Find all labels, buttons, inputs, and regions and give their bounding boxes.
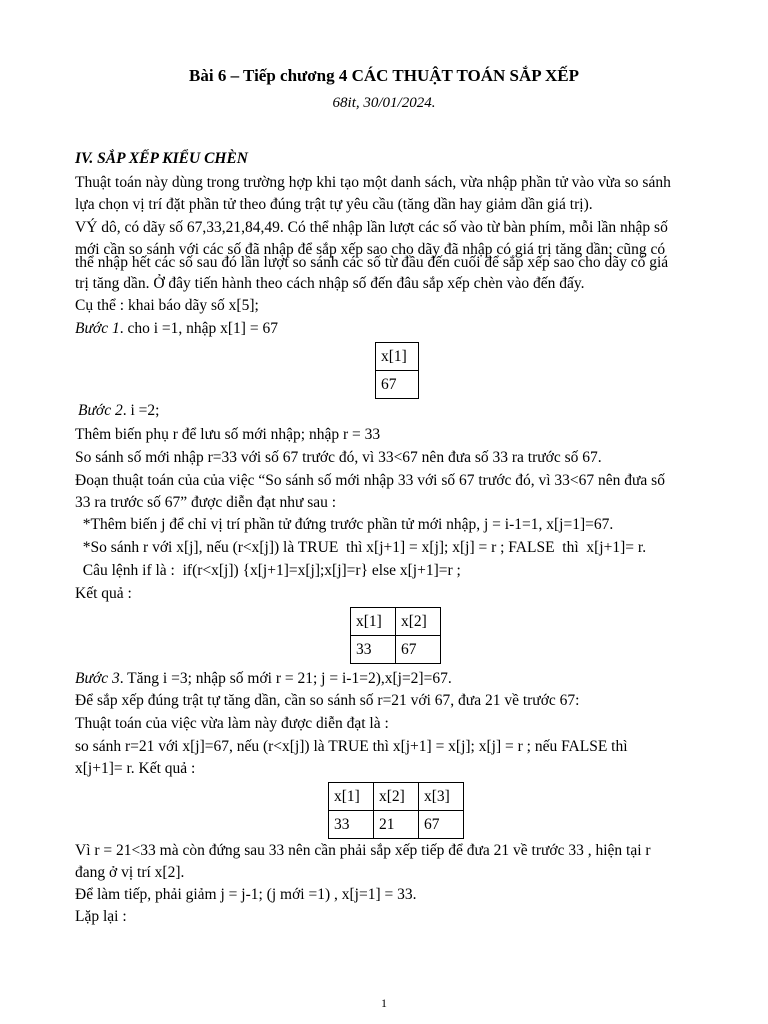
step-3 [75, 668, 452, 690]
step-3-line: Thuật toán của việc vừa làm này được diễn đạt là : [75, 715, 389, 732]
step-2-text: . i =2; [122, 402, 160, 419]
table-header-cell: x[1] [351, 608, 396, 636]
table-value-cell: 21 [374, 811, 419, 839]
step-3-line: Để sắp xếp đúng trật tự tăng dần, cần so sánh số r=21 với 67, đưa 21 về trước 67: [75, 692, 580, 709]
array-table-1 [375, 342, 419, 399]
table-header-cell: x[2] [396, 608, 441, 636]
step-3-label: Bước 3 [75, 670, 120, 687]
intro-line: Thuật toán này dùng trong trường hợp khi tạo một danh sách, vừa nhập phần tử vào vừa so sánh [75, 174, 671, 191]
table-value-cell: 33 [351, 636, 396, 664]
table-value-cell: 67 [419, 811, 464, 839]
step-3-line: so sánh r=21 với x[j]=67, nếu (r<x[j]) là TRUE thì x[j+1] = x[j]; x[j] = r ; nếu FALSE thì [75, 738, 628, 755]
step-2-line: Kết quả : [75, 585, 132, 602]
step-2-label: Bước 2 [78, 402, 123, 419]
closing-line: Vì r = 21<33 mà còn đứng sau 33 nên cần phải sắp xếp tiếp để đưa 21 về trước 33 , hiện tại r [75, 842, 651, 859]
page-number: 1 [381, 996, 387, 1010]
step-2 [78, 400, 159, 422]
page-subtitle: 68it, 30/01/2024. [332, 95, 436, 111]
table-value-cell: 67 [396, 636, 441, 664]
intro-line: trị tăng dần. Ở đây tiến hành theo cách nhập số đến đâu sắp xếp chèn vào đến đấy. [75, 275, 585, 292]
step-3-line: x[j+1]= r. Kết quả : [75, 760, 196, 777]
intro-line: mới cần so sánh với các số đã nhập để sắp xếp sao cho dãy đã nhập có giá trị tăng dần; cũng có [75, 241, 666, 258]
step-1 [75, 318, 278, 340]
table-value-cell: 67 [376, 371, 419, 399]
closing-line: Để làm tiếp, phải giảm j = j-1; (j mới =1) , x[j=1] = 33. [75, 886, 417, 903]
intro-line: lựa chọn vị trí đặt phần tử theo đúng trật tự yêu cầu (tăng dần hay giảm dần giá trị). [75, 196, 593, 213]
page-title: Bài 6 – Tiếp chương 4 CÁC THUẬT TOÁN SẮP XẾP [189, 66, 579, 85]
array-table-3 [328, 782, 464, 839]
closing-line: đang ở vị trí x[2]. [75, 864, 185, 881]
step-2-line: So sánh số mới nhập r=33 với số 67 trước đó, vì 33<67 nên đưa số 33 ra trước số 67. [75, 449, 602, 466]
step-2-line: *Thêm biến j để chỉ vị trí phần tử đứng trước phần tử mới nhập, j = i-1=1, x[j=1]=67. [75, 516, 614, 533]
step-3-text: . Tăng i =3; nhập số mới r = 21; j = i-1=2),x[j=2]=67. [119, 670, 452, 687]
step-2-line: Câu lệnh if là : if(r<x[j]) {x[j+1]=x[j];x[j]=r} else x[j+1]=r ; [75, 562, 461, 579]
table-header-cell: x[1] [329, 783, 374, 811]
intro-line: thể nhập hết các số sau đó lần lượt so sánh các số từ đầu đến cuối để sắp xếp sao cho dãy có giá [75, 254, 669, 271]
table-value-cell: 33 [329, 811, 374, 839]
step-2-line: 33 ra trước số 67” được diễn đạt như sau : [75, 494, 337, 511]
step-2-line: *So sánh r với x[j], nếu (r<x[j]) là TRUE thì x[j+1] = x[j]; x[j] = r ; FALSE thì x[j+1]= r. [75, 539, 647, 556]
intro-line: VÝ dô, có dãy số 67,33,21,84,49. Có thể nhập lần lượt các số vào từ bàn phím, mỗi lần nhập số [75, 219, 668, 236]
closing-line: Lặp lại : [75, 908, 127, 925]
table-header-cell: x[1] [376, 343, 419, 371]
intro-line: Cụ thể : khai báo dãy số x[5]; [75, 297, 259, 314]
step-2-line: Thêm biến phụ r để lưu số mới nhập; nhập r = 33 [75, 426, 381, 443]
section-heading: IV. SẮP XẾP KIỂU CHÈN [75, 150, 248, 167]
table-header-cell: x[3] [419, 783, 464, 811]
array-table-2 [350, 607, 441, 664]
step-1-text: . cho i =1, nhập x[1] = 67 [119, 320, 278, 337]
table-header-cell: x[2] [374, 783, 419, 811]
step-1-label: Bước 1 [75, 320, 120, 337]
step-2-line: Đoạn thuật toán của của việc “So sánh số mới nhập 33 với số 67 trước đó, vì 33<67 nên đưa số [75, 472, 665, 489]
